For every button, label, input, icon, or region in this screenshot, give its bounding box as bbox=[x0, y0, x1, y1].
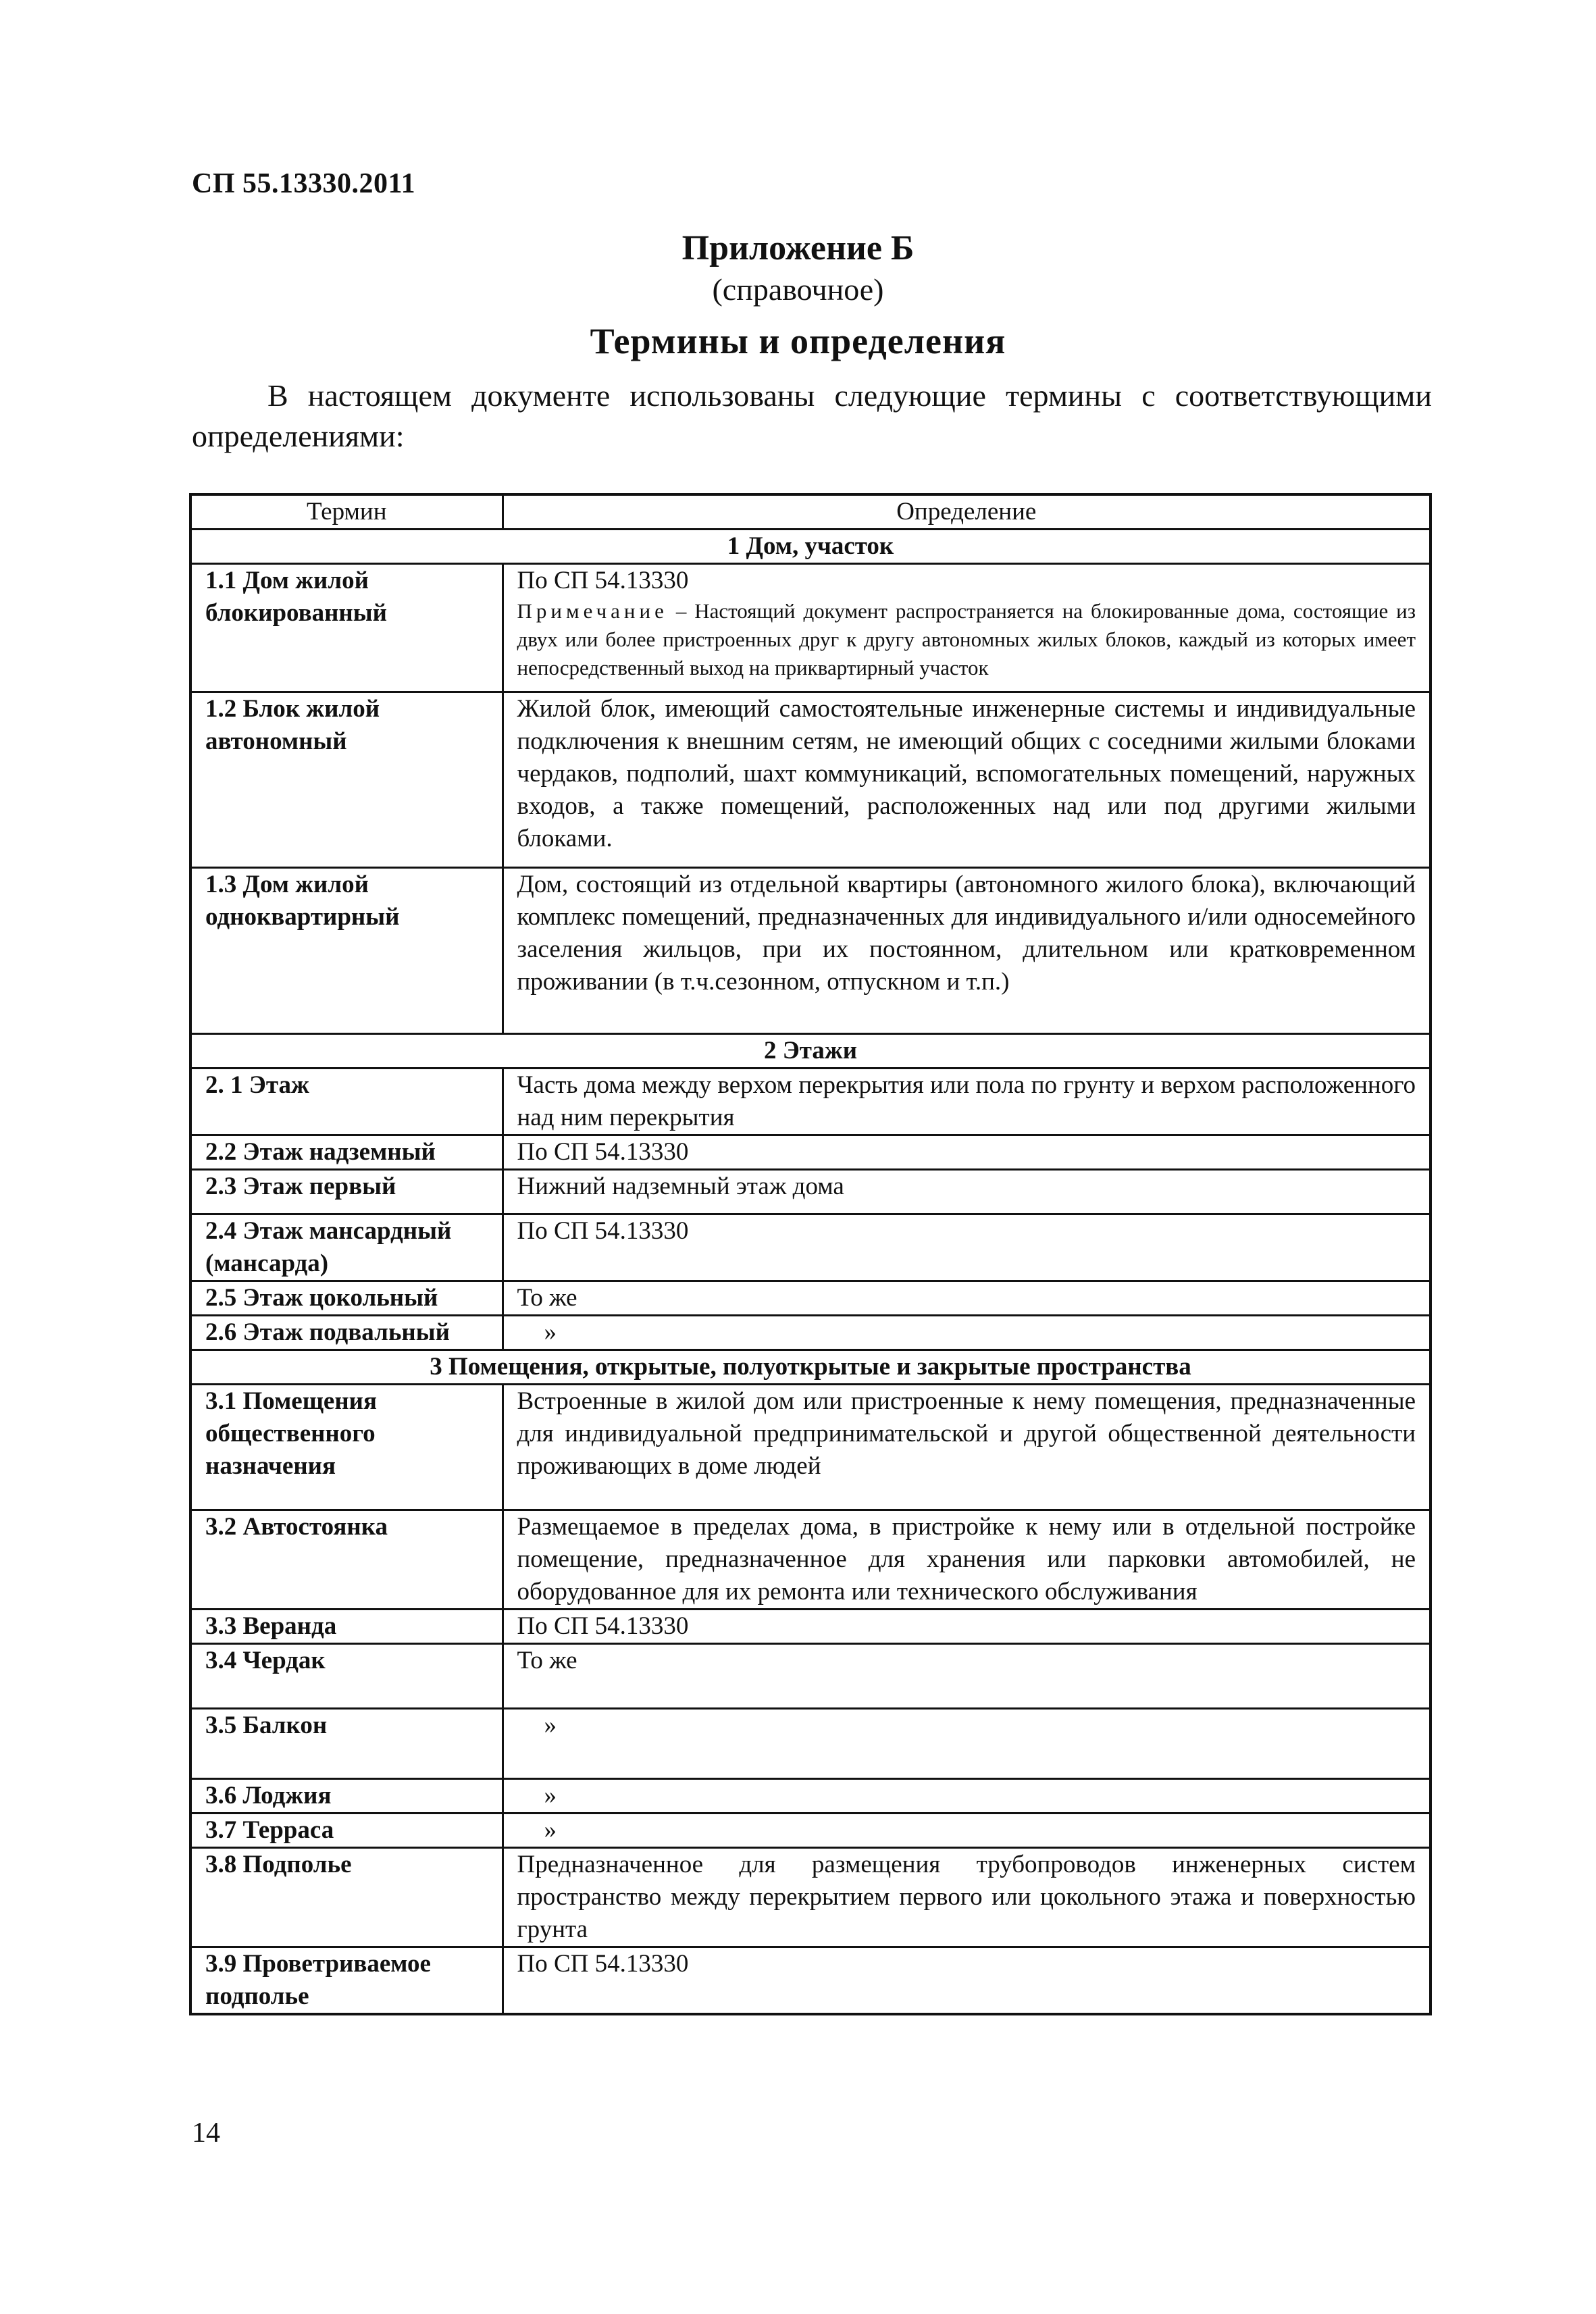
table-header-row bbox=[190, 494, 1431, 530]
appendix-type: (справочное) bbox=[712, 272, 884, 307]
definition-cell bbox=[503, 1814, 1431, 1848]
definition-cell: Дом, состоящий из отдельной квартиры (автономного жилого блока), включающий комплекс помещений, предназначенных для индивидуального и/или односемейного заселения жильцов, при их постоянном, длительном или кратковременном проживании (в т.ч.сезонном, отпускном и т.п.) bbox=[503, 868, 1431, 1034]
table-row bbox=[190, 1779, 1431, 1814]
group-title: 3 Помещения, открытые, полуоткрытые и закрытые пространства bbox=[190, 1350, 1431, 1385]
definition-cell: По СП 54.13330 bbox=[503, 1610, 1431, 1644]
table-row bbox=[190, 1947, 1431, 2015]
term-cell: 3.9 Проветриваемое подполье bbox=[190, 1947, 503, 2015]
group-title: 2 Этажи bbox=[190, 1034, 1431, 1069]
term-cell: 1.2 Блок жилой автономный bbox=[190, 692, 503, 868]
section-title: Термины и определения bbox=[590, 321, 1006, 361]
table-row bbox=[190, 1069, 1431, 1135]
definition-cell: По СП 54.13330 bbox=[503, 1947, 1431, 2015]
table-row bbox=[190, 1644, 1431, 1709]
table-row bbox=[190, 1281, 1431, 1316]
definition-cell: То же bbox=[503, 1644, 1431, 1709]
table-row bbox=[190, 1709, 1431, 1779]
definition-cell: То же bbox=[503, 1281, 1431, 1316]
definition-cell: Предназначенное для размещения трубопроводов инженерных систем пространство между перекрытием первого или цокольного этажа и поверхностью грунта bbox=[503, 1848, 1431, 1947]
ditto-mark: » bbox=[544, 1712, 557, 1739]
note-text bbox=[517, 597, 1416, 682]
term-cell: 2.3 Этаж первый bbox=[190, 1170, 503, 1214]
table-row bbox=[190, 1385, 1431, 1510]
definition-cell bbox=[503, 564, 1431, 692]
definition-cell bbox=[503, 1709, 1431, 1779]
column-header-term: Термин bbox=[190, 494, 503, 530]
group-row bbox=[190, 530, 1431, 564]
term-cell: 3.6 Лоджия bbox=[190, 1779, 503, 1814]
table-row bbox=[190, 1848, 1431, 1947]
term-cell: 3.4 Чердак bbox=[190, 1644, 503, 1709]
group-row bbox=[190, 1034, 1431, 1069]
table-row bbox=[190, 1135, 1431, 1170]
group-row bbox=[190, 1350, 1431, 1385]
table-row bbox=[190, 1510, 1431, 1610]
document-code: СП 55.13330.2011 bbox=[192, 168, 416, 199]
note-label: Примечание bbox=[517, 599, 668, 623]
term-cell: 3.8 Подполье bbox=[190, 1848, 503, 1947]
table-row bbox=[190, 1170, 1431, 1214]
term-cell: 3.3 Веранда bbox=[190, 1610, 503, 1644]
definition-cell bbox=[503, 1779, 1431, 1814]
definition-cell: Часть дома между верхом перекрытия или пола по грунту и верхом расположенного над ним перекрытия bbox=[503, 1069, 1431, 1135]
definition-cell: Жилой блок, имеющий самостоятельные инженерные системы и индивидуальные подключения к внешним сетям, не имеющий общих с соседними жилыми блоками чердаков, подполий, шахт коммуникаций, вспомогательных помещений, наружных входов, а также помещений, расположенных над или под другими жилыми блоками. bbox=[503, 692, 1431, 868]
table-row bbox=[190, 868, 1431, 1034]
ditto-mark: » bbox=[544, 1318, 557, 1346]
definition-cell: Нижний надземный этаж дома bbox=[503, 1170, 1431, 1214]
term-cell: 2. 1 Этаж bbox=[190, 1069, 503, 1135]
ditto-mark: » bbox=[544, 1816, 557, 1844]
ditto-mark: » bbox=[544, 1782, 557, 1809]
term-cell: 2.2 Этаж надземный bbox=[190, 1135, 503, 1170]
definition-cell: По СП 54.13330 bbox=[503, 1135, 1431, 1170]
page-number: 14 bbox=[192, 2117, 220, 2149]
definition-text: По СП 54.13330 bbox=[517, 567, 689, 594]
table-row bbox=[190, 1814, 1431, 1848]
column-header-definition: Определение bbox=[503, 494, 1431, 530]
note-body: – Настоящий документ распространяется на блокированные дома, состоящие из двух или более пристроенных друг к другу автономных жилых блоков, каждый из которых имеет непосредственный выход на приквартирный участок bbox=[517, 599, 1416, 679]
term-cell: 1.1 Дом жилой блокированный bbox=[190, 564, 503, 692]
table-row bbox=[190, 692, 1431, 868]
term-cell: 3.5 Балкон bbox=[190, 1709, 503, 1779]
table-row bbox=[190, 1610, 1431, 1644]
definition-cell: Встроенные в жилой дом или пристроенные к нему помещения, предназначенные для индивидуальной предпринимательской и другой общественной деятельности проживающих в доме людей bbox=[503, 1385, 1431, 1510]
term-cell: 3.2 Автостоянка bbox=[190, 1510, 503, 1610]
definition-cell: По СП 54.13330 bbox=[503, 1214, 1431, 1281]
term-cell: 2.5 Этаж цокольный bbox=[190, 1281, 503, 1316]
terms-table bbox=[189, 493, 1432, 2015]
term-cell: 3.7 Терраса bbox=[190, 1814, 503, 1848]
table-row bbox=[190, 1316, 1431, 1350]
term-cell: 2.6 Этаж подвальный bbox=[190, 1316, 503, 1350]
group-title: 1 Дом, участок bbox=[190, 530, 1431, 564]
term-cell: 1.3 Дом жилой одноквартирный bbox=[190, 868, 503, 1034]
term-cell: 3.1 Помещения общественного назначения bbox=[190, 1385, 503, 1510]
intro-paragraph: В настоящем документе использованы следующие термины с соответствующими определениями: bbox=[192, 378, 1432, 453]
appendix-title: Приложение Б bbox=[681, 229, 915, 267]
term-cell: 2.4 Этаж мансардный (мансарда) bbox=[190, 1214, 503, 1281]
table-row bbox=[190, 564, 1431, 692]
definition-cell bbox=[503, 1316, 1431, 1350]
definition-cell: Размещаемое в пределах дома, в пристройке к нему или в отдельной постройке помещение, предназначенное для хранения или парковки автомобилей, не оборудованное для их ремонта или технического обслуживания bbox=[503, 1510, 1431, 1610]
table-row bbox=[190, 1214, 1431, 1281]
